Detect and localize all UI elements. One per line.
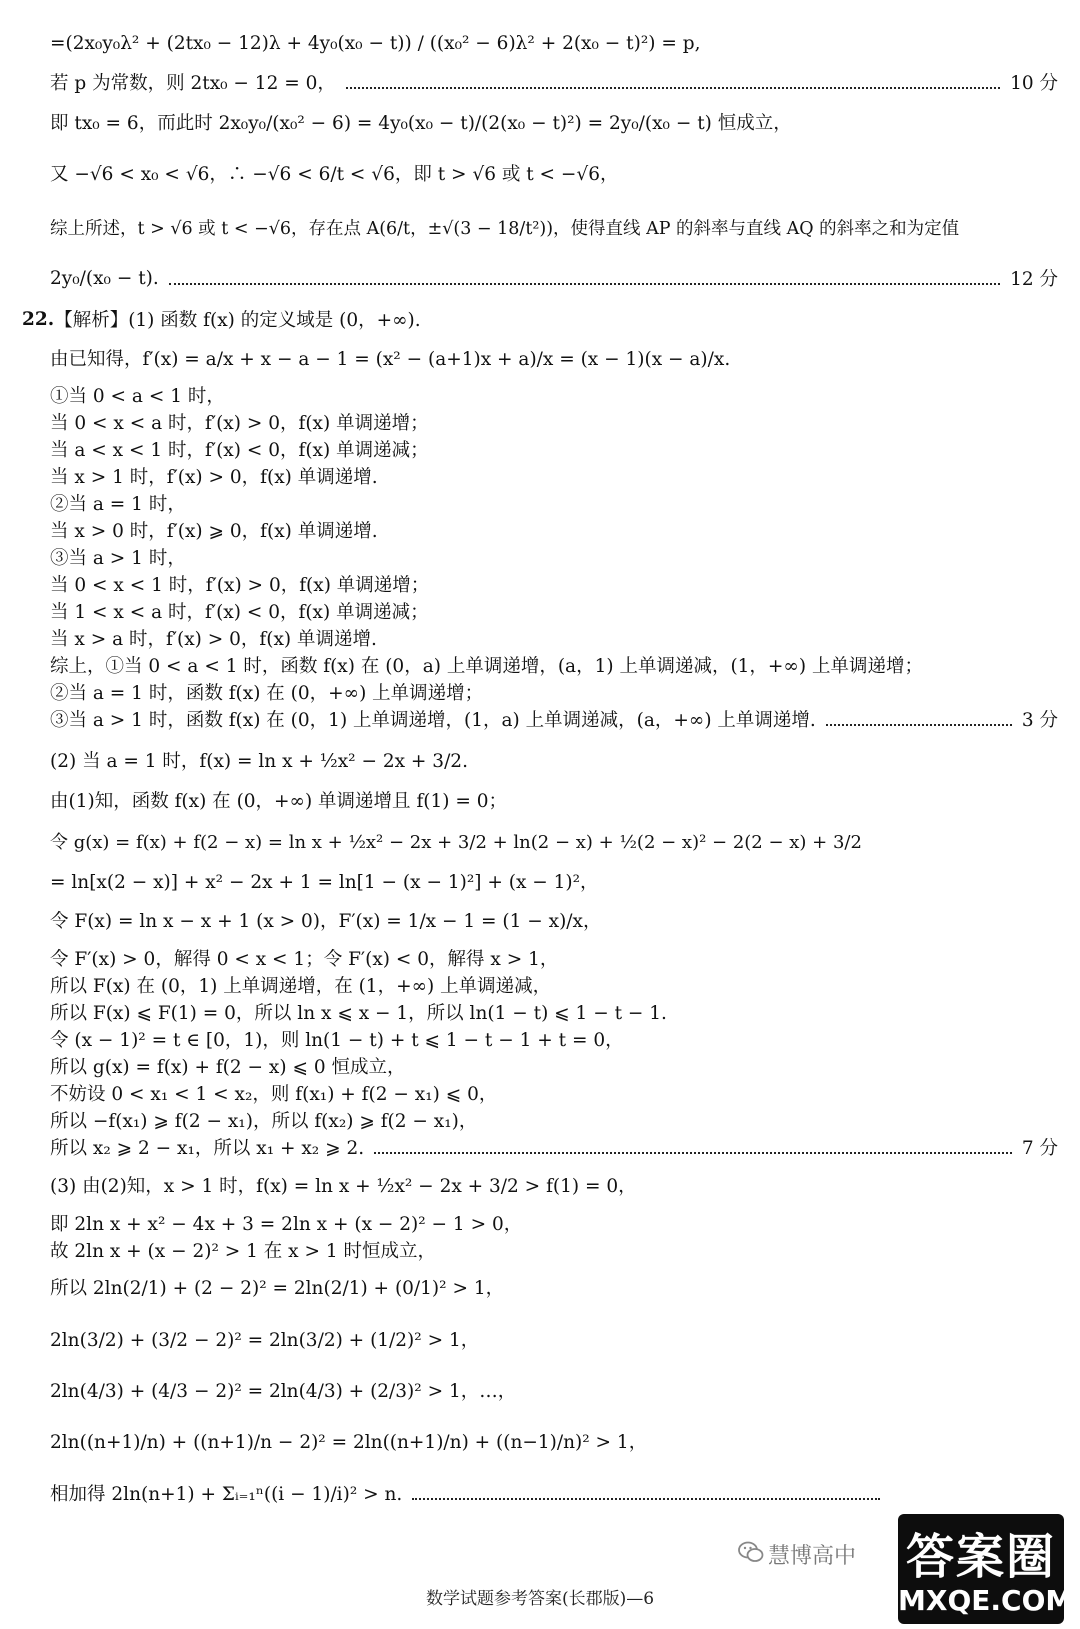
line-text: 令 F′(x) > 0，解得 0 < x < 1；令 F′(x) < 0，解得 x > 1， <box>50 949 559 970</box>
line-text: 当 1 < x < a 时，f′(x) < 0，f(x) 单调递减； <box>50 602 429 623</box>
line-text: ③当 a > 1 时，函数 f(x) 在 (0，1) 上单调递增，(1，a) 上单调递减，(a，+∞) 上单调递增. <box>50 710 816 731</box>
watermark-logo-url: MXQE.COM <box>898 1584 1074 1617</box>
line-40 <box>0 1375 1080 1405</box>
line-35 <box>0 1170 1080 1200</box>
line-text: 当 x > 1 时，f′(x) > 0，f(x) 单调递增. <box>50 467 378 488</box>
line-text: 即 tx₀ = 6，而此时 2x₀y₀/(x₀² − 6) = 4y₀(x₀ − t)/(2(x₀ − t)²) = 2y₀/(x₀ − t) 恒成立， <box>50 113 792 134</box>
line-20 <box>0 677 1080 707</box>
line-8 <box>0 343 1080 373</box>
watermark-logo-title: 答案圈 <box>905 1529 1056 1585</box>
dot-leader <box>346 87 1000 89</box>
line-text: 又 −√6 < x₀ < √6，∴ −√6 < 6/t < √6，即 t > √6 或 t < −√6， <box>50 164 619 185</box>
line-15 <box>0 542 1080 572</box>
line-22 <box>0 745 1080 775</box>
line-31 <box>0 1051 1080 1081</box>
watermark-text: 慧博高中 <box>768 1544 857 1569</box>
line-text: 所以 2ln(2/1) + (2 − 2)² = 2ln(2/1) + (0/1)² > 1， <box>50 1278 505 1299</box>
line-29 <box>0 997 1080 1027</box>
line-11 <box>0 434 1080 464</box>
line-text: 令 g(x) = f(x) + f(2 − x) = ln x + ½x² − 2x + 3/2 + ln(2 − x) + ½(2 − x)² − 2(2 − x) + 3/2 <box>50 832 862 853</box>
line-text: 当 x > a 时，f′(x) > 0，f(x) 单调递增. <box>50 629 377 650</box>
line-text: 所以 −f(x₁) ⩾ f(2 − x₁)，所以 f(x₂) ⩾ f(2 − x₁)， <box>50 1111 478 1132</box>
line-text: 综上所述，t > √6 或 t < −√6，存在点 A(6/t，±√(3 − 18/t²))，使得直线 AP 的斜率与直线 AQ 的斜率之和为定值 <box>50 218 960 239</box>
dot-leader <box>374 1152 1012 1154</box>
line-17 <box>0 596 1080 626</box>
line-36 <box>0 1208 1080 1238</box>
line-12 <box>0 461 1080 491</box>
line-3 <box>0 107 1080 137</box>
line-23 <box>0 785 1080 815</box>
line-text: 当 x > 0 时，f′(x) ⩾ 0，f(x) 单调递增. <box>50 521 378 542</box>
line-text: 所以 x₂ ⩾ 2 − x₁，所以 x₁ + x₂ ⩾ 2. <box>50 1138 365 1159</box>
line-text: ②当 a = 1 时，函数 f(x) 在 (0，+∞) 上单调递增； <box>50 683 484 704</box>
line-text: = ln[x(2 − x)] + x² − 2x + 1 = ln[1 − (x − 1)²] + (x − 1)²， <box>50 872 599 893</box>
line-10 <box>0 407 1080 437</box>
line-text: =(2x₀y₀λ² + (2tx₀ − 12)λ + 4y₀(x₀ − t)) / ((x₀² − 6)λ² + 2(x₀ − t)²) = p, <box>50 32 701 54</box>
line-16 <box>0 569 1080 599</box>
line-18 <box>0 623 1080 653</box>
line-27 <box>0 943 1080 973</box>
line-text: 令 (x − 1)² = t ∈ [0，1)，则 ln(1 − t) + t ⩽ 1 − t − 1 + t = 0， <box>50 1030 624 1051</box>
line-41 <box>0 1426 1080 1456</box>
line-13 <box>0 488 1080 518</box>
score-label: 10 分 <box>1010 73 1058 94</box>
line-text: ①当 0 < a < 1 时， <box>50 386 225 407</box>
line-34 <box>0 1132 1080 1162</box>
question-22-heading <box>0 304 1080 334</box>
line-9 <box>0 380 1080 410</box>
line-text: 故 2ln x + (x − 2)² > 1 在 x > 1 时恒成立， <box>50 1241 437 1262</box>
line-text: (3) 由(2)知，x > 1 时，f(x) = ln x + ½x² − 2x + 3/2 > f(1) = 0， <box>50 1176 637 1197</box>
line-24 <box>0 826 1080 856</box>
line-text: 由(1)知，函数 f(x) 在 (0，+∞) 单调递增且 f(1) = 0； <box>50 791 508 812</box>
dot-leader <box>412 1498 880 1500</box>
line-text: 相加得 2ln(n+1) + Σᵢ₌₁ⁿ((i − 1)/i)² > n. <box>50 1484 403 1505</box>
line-32 <box>0 1078 1080 1108</box>
line-text: ③当 a > 1 时， <box>50 548 186 569</box>
wechat-icon <box>738 1539 764 1565</box>
page-footer: 数学试题参考答案(长郡版)—6 <box>425 1589 655 1609</box>
line-text: 所以 g(x) = f(x) + f(2 − x) ⩽ 0 恒成立， <box>50 1057 406 1078</box>
line-text: 2y₀/(x₀ − t). <box>50 267 159 289</box>
line-38 <box>0 1272 1080 1302</box>
line-26 <box>0 905 1080 935</box>
line-text: ②当 a = 1 时， <box>50 494 186 515</box>
score-label: 7 分 <box>1021 1138 1058 1159</box>
line-25 <box>0 866 1080 896</box>
dot-leader <box>169 283 1000 285</box>
line-1 <box>0 28 1080 58</box>
line-text: 2ln(3/2) + (3/2 − 2)² = 2ln(3/2) + (1/2)² > 1， <box>50 1330 480 1351</box>
line-text: 综上，①当 0 < a < 1 时，函数 f(x) 在 (0，a) 上单调递增，(a，1) 上单调递减，(1，+∞) 上单调递增； <box>50 656 923 677</box>
line-33 <box>0 1105 1080 1135</box>
line-30 <box>0 1024 1080 1054</box>
line-4 <box>0 158 1080 188</box>
line-39 <box>0 1324 1080 1354</box>
line-42 <box>0 1478 1080 1508</box>
dot-leader <box>826 724 1012 726</box>
line-text: (2) 当 a = 1 时，f(x) = ln x + ½x² − 2x + 3/2. <box>50 751 468 772</box>
score-label: 3 分 <box>1021 710 1058 731</box>
line-text: 即 2ln x + x² − 4x + 3 = 2ln x + (x − 2)² − 1 > 0， <box>50 1214 523 1235</box>
line-text: 【解析】(1) 函数 f(x) 的定义域是 (0，+∞). <box>54 310 421 331</box>
line-text: 不妨设 0 < x₁ < 1 < x₂，则 f(x₁) + f(2 − x₁) ⩽ 0， <box>50 1084 498 1105</box>
line-28 <box>0 970 1080 1000</box>
line-text: 所以 F(x) ⩽ F(1) = 0，所以 ln x ⩽ x − 1，所以 ln(1 − t) ⩽ 1 − t − 1. <box>50 1003 667 1024</box>
line-text: 所以 F(x) 在 (0，1) 上单调递增，在 (1，+∞) 上单调递减， <box>50 976 552 997</box>
question-number: 22. <box>22 308 55 330</box>
line-37 <box>0 1235 1080 1265</box>
line-text: 由已知得，f′(x) = a/x + x − a − 1 = (x² − (a+1)x + a)/x = (x − 1)(x − a)/x. <box>50 349 731 370</box>
line-5 <box>0 212 1080 242</box>
line-text: 2ln(4/3) + (4/3 − 2)² = 2ln(4/3) + (2/3)² > 1，…， <box>50 1381 517 1402</box>
line-6 <box>0 263 1080 293</box>
line-text: 当 0 < x < 1 时，f′(x) > 0，f(x) 单调递增； <box>50 575 430 596</box>
score-label: 12 分 <box>1010 269 1058 290</box>
line-text: 令 F(x) = ln x − x + 1 (x > 0)，F′(x) = 1/x − 1 = (1 − x)/x， <box>50 911 602 932</box>
line-text: 当 0 < x < a 时，f′(x) > 0，f(x) 单调递增； <box>50 413 429 434</box>
line-14 <box>0 515 1080 545</box>
line-2 <box>0 67 1080 97</box>
line-21 <box>0 704 1080 734</box>
line-text: 2ln((n+1)/n) + ((n+1)/n − 2)² = 2ln((n+1)/n) + ((n−1)/n)² > 1， <box>50 1432 648 1453</box>
line-text: 若 p 为常数，则 2tx₀ − 12 = 0， <box>50 73 336 94</box>
line-text: 当 a < x < 1 时，f′(x) < 0，f(x) 单调递减； <box>50 440 429 461</box>
line-19 <box>0 650 1080 680</box>
